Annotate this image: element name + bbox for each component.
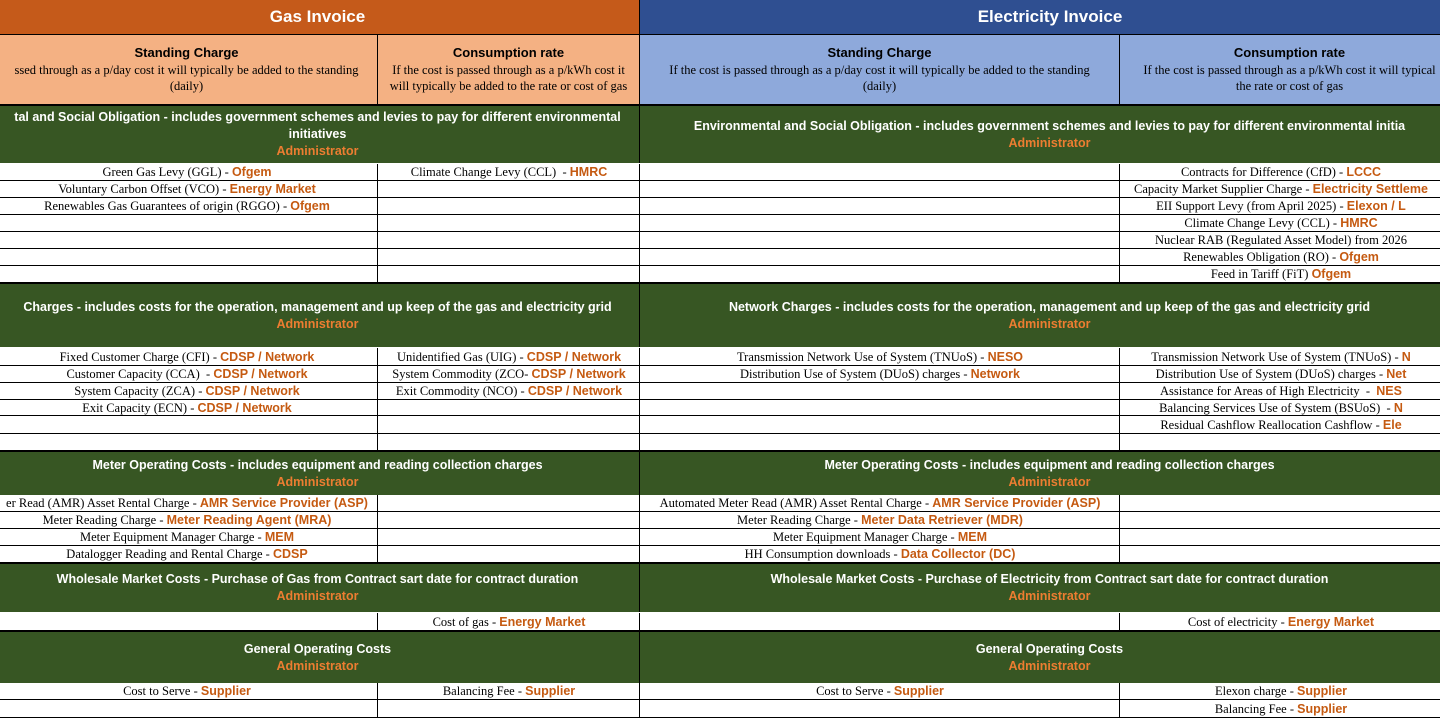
gas-standing-charge-item bbox=[0, 529, 378, 546]
charge-administrator: Supplier bbox=[893, 684, 944, 698]
gas-section-title: Meter Operating Costs - includes equipment and reading collection charges bbox=[92, 457, 543, 472]
electricity-consumption-rate-header-description-line: the rate or cost of gas bbox=[1235, 79, 1344, 93]
charge-separator: - bbox=[883, 684, 894, 698]
gas-standing-cell bbox=[0, 434, 378, 451]
electricity-rate-charge-item bbox=[1120, 366, 1440, 383]
charge-administrator: CDSP / Network bbox=[527, 384, 623, 398]
charge-name: Balancing Services Use of System (BSUoS) bbox=[1159, 400, 1381, 415]
charge-separator: - bbox=[1277, 614, 1288, 629]
charge-separator: - bbox=[1286, 701, 1298, 716]
electricity-rate-cell bbox=[1120, 495, 1440, 512]
gas-section-header bbox=[0, 631, 640, 683]
gas-standing-charge-item bbox=[0, 164, 378, 181]
charge-separator: - bbox=[517, 384, 528, 398]
gas-section-title: initiatives bbox=[288, 127, 347, 141]
charge-separator: - bbox=[488, 614, 500, 629]
charge-administrator: MEM bbox=[264, 530, 294, 544]
gas-rate-cell bbox=[378, 700, 640, 718]
charge-separator: - bbox=[524, 367, 532, 381]
gas-rate-cell bbox=[378, 416, 640, 434]
charge-name: Distribution Use of System (DUoS) charges bbox=[1155, 367, 1376, 381]
electricity-section-title: Environmental and Social Obligation - includes government schemes and levies to pay for different environmental initia bbox=[693, 118, 1406, 133]
gas-standing-charge-item bbox=[0, 348, 378, 366]
charge-administrator: Energy Market bbox=[229, 182, 316, 196]
charge-name: Fixed Customer Charge (CFI) bbox=[59, 349, 210, 364]
charge-separator: - bbox=[1380, 400, 1394, 415]
charge-separator: - bbox=[209, 349, 221, 364]
gas-standing-cell bbox=[0, 232, 378, 249]
electricity-standing-cell bbox=[640, 249, 1120, 266]
charge-administrator: Electricity Settleme bbox=[1312, 182, 1428, 196]
charge-name: Contracts for Difference (CfD) bbox=[1180, 165, 1336, 179]
gas-rate-cell bbox=[378, 546, 640, 563]
gas-consumption-rate-header-description-line: If the cost is passed through as a p/kWh cost it bbox=[392, 63, 625, 77]
charge-administrator: CDSP / Network bbox=[220, 349, 315, 364]
electricity-standing-cell bbox=[640, 266, 1120, 283]
gas-standing-cell bbox=[0, 249, 378, 266]
electricity-standing-charge-item bbox=[640, 512, 1120, 529]
gas-rate-cell bbox=[378, 249, 640, 266]
gas-standing-cell bbox=[0, 700, 378, 718]
gas-section-administrator: Administrator bbox=[276, 316, 359, 331]
charge-separator: - bbox=[960, 367, 971, 381]
electricity-section-title: General Operating Costs bbox=[975, 641, 1124, 656]
electricity-standing-cell bbox=[640, 383, 1120, 400]
charge-administrator: LCCC bbox=[1346, 165, 1382, 179]
charge-separator: - bbox=[1329, 216, 1341, 230]
gas-section-header bbox=[0, 451, 640, 495]
charge-name: Elexon charge bbox=[1214, 684, 1287, 698]
electricity-rate-charge-item bbox=[1120, 164, 1440, 181]
gas-consumption-rate-header-title: Consumption rate bbox=[452, 45, 565, 60]
charge-administrator: Ele bbox=[1382, 417, 1402, 432]
charge-administrator: N bbox=[1401, 349, 1411, 364]
gas-standing-charge-item bbox=[0, 683, 378, 700]
gas-standing-cell bbox=[0, 613, 378, 631]
gas-rate-cell bbox=[378, 198, 640, 215]
electricity-standing-cell bbox=[640, 181, 1120, 198]
charge-separator: - bbox=[219, 182, 230, 196]
charge-separator: - bbox=[516, 349, 527, 364]
electricity-standing-cell bbox=[640, 164, 1120, 181]
electricity-section-administrator: Administrator bbox=[1008, 316, 1091, 331]
electricity-standing-cell bbox=[640, 700, 1120, 718]
charge-name: Customer Capacity (CCA) bbox=[66, 367, 200, 381]
electricity-rate-charge-item bbox=[1120, 400, 1440, 416]
gas-rate-cell bbox=[378, 512, 640, 529]
charge-separator: - bbox=[1375, 367, 1387, 381]
electricity-rate-charge-item bbox=[1120, 383, 1440, 400]
charge-separator: - bbox=[1335, 165, 1347, 179]
charge-name: Transmission Network Use of System (TNUoS) bbox=[736, 349, 978, 364]
charge-administrator: Network bbox=[970, 367, 1020, 381]
gas-standing-cell bbox=[0, 266, 378, 283]
gas-section-administrator: Administrator bbox=[276, 589, 359, 603]
gas-rate-cell bbox=[378, 232, 640, 249]
electricity-rate-cell bbox=[1120, 434, 1440, 451]
gas-rate-cell bbox=[378, 181, 640, 198]
charge-separator: - bbox=[1302, 182, 1313, 196]
charge-separator: - bbox=[1336, 199, 1347, 213]
charge-administrator: CDSP / Network bbox=[531, 367, 626, 381]
gas-section-title: Charges - includes costs for the operation, management and up keep of the gas and electricity grid bbox=[23, 299, 612, 314]
electricity-standing-cell bbox=[640, 416, 1120, 434]
electricity-consumption-rate-header-description-line: If the cost is passed through as a p/kWh cost it will typical bbox=[1143, 63, 1436, 77]
gas-rate-cell bbox=[378, 529, 640, 546]
charge-name: Feed in Tariff (FiT) bbox=[1210, 267, 1309, 281]
gas-standing-charge-header-description bbox=[14, 62, 358, 94]
electricity-section-header bbox=[640, 105, 1440, 163]
electricity-section-administrator: Administrator bbox=[1008, 658, 1091, 673]
electricity-standing-charge-header-description-line: (daily) bbox=[862, 79, 897, 93]
gas-section-title: General Operating Costs bbox=[243, 641, 392, 656]
electricity-rate-cell bbox=[1120, 546, 1440, 563]
charge-name: Voluntary Carbon Offset (VCO) bbox=[58, 182, 220, 196]
gas-standing-charge-item bbox=[0, 198, 378, 215]
charge-name: Meter Reading Charge bbox=[737, 513, 851, 527]
gas-standing-charge-item bbox=[0, 383, 378, 400]
charge-administrator: CDSP / Network bbox=[205, 384, 300, 398]
charge-separator: - bbox=[556, 165, 570, 179]
charge-separator: - bbox=[195, 384, 206, 398]
charge-name: Cost of electricity bbox=[1187, 614, 1278, 629]
charge-administrator: N bbox=[1393, 400, 1403, 415]
electricity-rate-cell bbox=[1120, 529, 1440, 546]
charge-name: Assistance for Areas of High Electricity bbox=[1160, 384, 1360, 398]
charge-administrator: HMRC bbox=[1340, 216, 1378, 230]
gas-rate-charge-item bbox=[378, 613, 640, 631]
charge-separator: - bbox=[977, 349, 988, 364]
charge-name: Residual Cashflow Reallocation Cashflow bbox=[1160, 417, 1373, 432]
electricity-invoice-title: Electricity Invoice bbox=[640, 0, 1440, 34]
charge-name: Meter Equipment Manager Charge bbox=[773, 530, 948, 544]
charge-name: EII Support Levy (from April 2025) bbox=[1156, 199, 1337, 213]
electricity-standing-cell bbox=[640, 215, 1120, 232]
charge-administrator: Supplier bbox=[1297, 684, 1348, 698]
charge-name: Renewables Obligation (RO) bbox=[1183, 250, 1329, 264]
gas-rate-cell bbox=[378, 400, 640, 416]
charge-separator: - bbox=[1372, 417, 1383, 432]
charge-name: Climate Change Levy (CCL) bbox=[1184, 216, 1330, 230]
electricity-consumption-rate-header bbox=[1120, 34, 1440, 106]
electricity-section-title: Network Charges - includes costs for the operation, management and up keep of the gas and electricity grid bbox=[728, 299, 1371, 314]
charge-administrator: AMR Service Provider (ASP) bbox=[199, 496, 368, 510]
charge-separator: - bbox=[262, 547, 273, 561]
electricity-section-title: Meter Operating Costs - includes equipment and reading collection charges bbox=[824, 457, 1275, 472]
charge-separator: - bbox=[921, 496, 933, 510]
charge-separator: - bbox=[156, 513, 167, 527]
gas-consumption-rate-header bbox=[378, 34, 640, 106]
gas-rate-charge-item bbox=[378, 683, 640, 700]
charge-administrator: Elexon / L bbox=[1346, 199, 1406, 213]
electricity-standing-charge-header-title: Standing Charge bbox=[827, 45, 932, 60]
gas-rate-charge-item bbox=[378, 164, 640, 181]
gas-standing-cell bbox=[0, 416, 378, 434]
charge-separator: - bbox=[254, 530, 265, 544]
gas-rate-charge-item bbox=[378, 366, 640, 383]
charge-name: HH Consumption downloads bbox=[744, 547, 891, 561]
charge-administrator: Energy Market bbox=[1287, 614, 1375, 629]
charge-administrator: Net bbox=[1386, 367, 1407, 381]
charge-name: System Capacity (ZCA) bbox=[74, 384, 196, 398]
charge-administrator: CDSP / Network bbox=[197, 400, 292, 415]
charge-administrator: Ofgem bbox=[231, 165, 272, 179]
electricity-rate-charge-item bbox=[1120, 198, 1440, 215]
charge-administrator: Energy Market bbox=[499, 614, 586, 629]
electricity-standing-cell bbox=[640, 232, 1120, 249]
charge-name: Balancing Fee bbox=[442, 684, 515, 698]
charge-name: Unidentified Gas (UIG) bbox=[396, 349, 517, 364]
charge-name: Exit Commodity (NCO) bbox=[395, 384, 518, 398]
electricity-section-administrator: Administrator bbox=[1008, 474, 1091, 489]
charge-administrator: MEM bbox=[957, 530, 987, 544]
electricity-section-header bbox=[640, 451, 1440, 495]
charge-separator: - bbox=[947, 530, 958, 544]
electricity-consumption-rate-header-title: Consumption rate bbox=[1233, 45, 1346, 60]
charge-name: System Commodity (ZCO bbox=[392, 367, 525, 381]
charge-name: Meter Reading Charge bbox=[42, 513, 157, 527]
charge-separator: - bbox=[1391, 349, 1402, 364]
charge-administrator: CDSP bbox=[272, 547, 308, 561]
electricity-rate-charge-item bbox=[1120, 613, 1440, 631]
electricity-standing-charge-header-description bbox=[669, 62, 1089, 94]
charge-administrator: CDSP / Network bbox=[526, 349, 622, 364]
gas-rate-cell bbox=[378, 495, 640, 512]
charge-name: Green Gas Levy (GGL) bbox=[102, 165, 222, 179]
gas-standing-charge-header bbox=[0, 34, 378, 106]
gas-standing-charge-item bbox=[0, 512, 378, 529]
charge-administrator: Supplier bbox=[200, 684, 251, 698]
gas-section-header bbox=[0, 563, 640, 612]
gas-rate-cell bbox=[378, 266, 640, 283]
electricity-rate-charge-item bbox=[1120, 266, 1440, 283]
charge-name: Nuclear RAB (Regulated Asset Model) from 2026 bbox=[1154, 233, 1408, 247]
gas-standing-charge-item bbox=[0, 366, 378, 383]
charge-separator: - bbox=[190, 684, 201, 698]
charge-administrator: Ofgem bbox=[1311, 267, 1352, 281]
charge-administrator: HMRC bbox=[569, 165, 608, 179]
charge-separator: - bbox=[221, 165, 232, 179]
charge-administrator: NES bbox=[1376, 384, 1402, 398]
charge-name: Meter Equipment Manager Charge bbox=[80, 530, 255, 544]
electricity-rate-charge-item bbox=[1120, 348, 1440, 366]
charge-name: Renewables Gas Guarantees of origin (RGGO) bbox=[44, 199, 280, 213]
gas-section-title: tal and Social Obligation - includes government schemes and levies to pay for different environmental bbox=[14, 110, 621, 124]
charge-name: Balancing Fee bbox=[1214, 701, 1287, 716]
charge-administrator: Supplier bbox=[1297, 701, 1348, 716]
charge-separator: - bbox=[1359, 384, 1377, 398]
gas-section-header bbox=[0, 283, 640, 347]
electricity-section-header bbox=[640, 563, 1440, 612]
electricity-section-administrator: Administrator bbox=[1008, 135, 1091, 150]
electricity-rate-charge-item bbox=[1120, 683, 1440, 700]
electricity-standing-charge-item bbox=[640, 546, 1120, 563]
charge-administrator: AMR Service Provider (ASP) bbox=[932, 496, 1101, 510]
charge-separator: - bbox=[514, 684, 526, 698]
electricity-standing-charge-item bbox=[640, 366, 1120, 383]
charge-name: Climate Change Levy (CCL) bbox=[410, 165, 557, 179]
electricity-rate-charge-item bbox=[1120, 249, 1440, 266]
gas-rate-cell bbox=[378, 215, 640, 232]
charge-name: Cost to Serve bbox=[816, 684, 884, 698]
charge-administrator: Meter Reading Agent (MRA) bbox=[166, 513, 332, 527]
gas-consumption-rate-header-description bbox=[390, 62, 627, 94]
charge-administrator: Supplier bbox=[525, 684, 576, 698]
electricity-standing-charge-item bbox=[640, 495, 1120, 512]
gas-invoice-title: Gas Invoice bbox=[0, 0, 640, 34]
electricity-rate-charge-item bbox=[1120, 181, 1440, 198]
electricity-consumption-rate-header-description bbox=[1143, 62, 1435, 94]
charge-separator: - bbox=[279, 199, 291, 213]
gas-rate-cell bbox=[378, 434, 640, 451]
electricity-standing-charge-item bbox=[640, 529, 1120, 546]
gas-standing-charge-item bbox=[0, 495, 378, 512]
charge-name: Datalogger Reading and Rental Charge bbox=[66, 547, 263, 561]
charge-administrator: CDSP / Network bbox=[213, 367, 308, 381]
gas-standing-charge-item bbox=[0, 400, 378, 416]
charge-name: er Read (AMR) Asset Rental Charge bbox=[6, 496, 190, 510]
charge-name: Cost to Serve bbox=[123, 684, 191, 698]
charge-separator: - bbox=[199, 367, 214, 381]
gas-standing-charge-header-description-line: ssed through as a p/day cost it will typically be added to the standing bbox=[14, 63, 359, 77]
electricity-standing-cell bbox=[640, 434, 1120, 451]
charge-name: Automated Meter Read (AMR) Asset Rental Charge bbox=[659, 496, 922, 510]
electricity-section-administrator: Administrator bbox=[1008, 589, 1091, 603]
charge-name: Cost of gas bbox=[432, 614, 489, 629]
electricity-standing-cell bbox=[640, 613, 1120, 631]
electricity-rate-charge-item bbox=[1120, 232, 1440, 249]
electricity-section-header bbox=[640, 631, 1440, 683]
electricity-rate-cell bbox=[1120, 512, 1440, 529]
electricity-standing-charge-header-description-line: If the cost is passed through as a p/day cost it will typically be added to the standing bbox=[669, 63, 1090, 77]
charge-name: Distribution Use of System (DUoS) charges bbox=[740, 367, 961, 381]
electricity-rate-charge-item bbox=[1120, 416, 1440, 434]
charge-administrator: Ofgem bbox=[290, 199, 330, 213]
charge-separator: - bbox=[1328, 250, 1340, 264]
gas-rate-charge-item bbox=[378, 383, 640, 400]
electricity-standing-charge-header bbox=[640, 34, 1120, 106]
charge-separator: - bbox=[1286, 684, 1298, 698]
electricity-standing-cell bbox=[640, 400, 1120, 416]
charge-separator: - bbox=[187, 400, 198, 415]
charge-administrator: Meter Data Retriever (MDR) bbox=[861, 513, 1023, 527]
gas-section-administrator: Administrator bbox=[276, 658, 359, 673]
gas-standing-charge-header-description-line: (daily) bbox=[169, 79, 204, 93]
gas-standing-charge-item bbox=[0, 181, 378, 198]
gas-consumption-rate-header-description-line: will typically be added to the rate or cost of gas bbox=[389, 79, 628, 93]
charge-name: Exit Capacity (ECN) bbox=[82, 400, 188, 415]
charge-name: Transmission Network Use of System (TNUoS) bbox=[1151, 349, 1392, 364]
electricity-standing-charge-item bbox=[640, 683, 1120, 700]
electricity-rate-charge-item bbox=[1120, 700, 1440, 718]
gas-section-header bbox=[0, 105, 640, 163]
charge-administrator: Data Collector (DC) bbox=[900, 547, 1016, 561]
charge-administrator: NESO bbox=[987, 349, 1024, 364]
electricity-section-title: Wholesale Market Costs - Purchase of Electricity from Contract sart date for contract duration bbox=[770, 572, 1329, 586]
gas-section-administrator: Administrator bbox=[276, 144, 359, 158]
gas-standing-charge-header-title: Standing Charge bbox=[134, 45, 239, 60]
electricity-standing-cell bbox=[640, 198, 1120, 215]
charge-administrator: Ofgem bbox=[1339, 250, 1379, 264]
electricity-section-header bbox=[640, 283, 1440, 347]
gas-rate-charge-item bbox=[378, 348, 640, 366]
charge-separator: - bbox=[189, 496, 200, 510]
electricity-rate-charge-item bbox=[1120, 215, 1440, 232]
gas-standing-cell bbox=[0, 215, 378, 232]
electricity-standing-charge-item bbox=[640, 348, 1120, 366]
gas-section-administrator: Administrator bbox=[276, 474, 359, 489]
charge-separator: - bbox=[850, 513, 862, 527]
gas-section-title: Wholesale Market Costs - Purchase of Gas from Contract sart date for contract duration bbox=[56, 572, 579, 586]
charge-separator: - bbox=[890, 547, 901, 561]
gas-standing-charge-item bbox=[0, 546, 378, 563]
charge-name: Capacity Market Supplier Charge bbox=[1134, 182, 1303, 196]
